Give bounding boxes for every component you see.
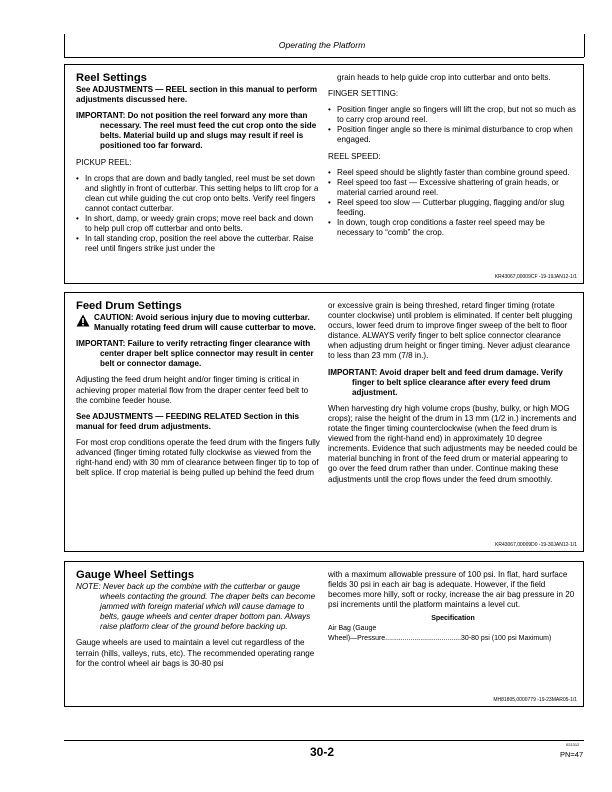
warning-icon — [76, 314, 90, 327]
feed-right-column — [328, 301, 578, 485]
list-item: • Reel speed too fast — Excessive shattering of grain heads, or material carried around reel. — [328, 178, 578, 198]
page-number: 30-2 — [309, 745, 335, 759]
reel-speed-list — [328, 168, 578, 239]
gauge-paragraph-2: with a maximum allowable pressure of 100 psi. In flat, hard surface fields 30 psi in each air bag is adequate. However, if the field becomes more hilly, soft or rocky, increase the air bag pressure in 20 psi increments until the platform maintains a level cut. — [328, 570, 575, 610]
feed-paragraph-1: Adjusting the feed drum height and/or finger timing is critical in achieving proper material flow from the draper center feed belt to the combine feeder house. — [76, 375, 309, 405]
feed-important-2: IMPORTANT: Avoid draper belt and feed drum damage. Verify finger to belt splice clearance after every feed drum adjustment. — [328, 367, 563, 397]
gauge-wheel-section — [64, 561, 584, 707]
list-item: • Position finger angle so there is minimal disturbance to crop when engaged. — [328, 125, 578, 145]
feed-drum-title: Feed Drum Settings — [76, 300, 182, 312]
list-item: • Reel speed too slow — Cutterbar plugging, flagging and/or slug feeding. — [328, 198, 578, 218]
finger-setting-heading: FINGER SETTING: — [328, 89, 399, 99]
gauge-note: NOTE: Never back up the combine with the cutterbar or gauge wheels contacting the ground. The draper belts can become jammed with foreign material which will cause damage to belts, gauge wheels and center draper bottom pan. Always raise platform clear of the ground before backing up. — [76, 582, 316, 632]
feed-left-column — [76, 300, 320, 478]
reel-right-column — [328, 73, 578, 238]
list-item: • In short, damp, or weedy grain crops; move reel back and down to help pull crop off cutterbar and onto belts. — [76, 214, 320, 234]
running-header: Operating the Platform — [278, 40, 366, 50]
finger-setting-list — [328, 105, 578, 145]
specification-heading: Specification — [431, 615, 475, 623]
header-right-rule — [584, 34, 585, 57]
feed-important-1: IMPORTANT: Failure to verify retracting finger clearance with center draper belt splice connector may result in center belt or connector damage. — [76, 339, 314, 369]
reel-left-column — [76, 72, 320, 254]
reel-important: IMPORTANT: Do not position the reel forward any more than necessary. The reel must feed the cut crop onto the side belts. Material build up and slugs may result if reel is positioned too far forward. — [76, 111, 317, 151]
list-item: • Reel speed should be slightly faster than combine ground speed. — [328, 168, 578, 178]
gauge-wheel-title: Gauge Wheel Settings — [76, 569, 195, 581]
feed-paragraph-4: When harvesting dry high volume crops (bushy, bulky, or high MOG crops); raise the height of the drum in 13 mm (1/2 in.) increments and rotate the finger timing counterclockwise (when the feed drum is viewed from the right-hand end) in approximately 10 degree increments. Evidence that such adjustments may be needed could be material bunching in front of the feed drum or material appearing to go over the feed drum rather than under. Continue making these adjustments until the crop flows under the feed drum smoothly. — [328, 403, 578, 484]
gauge-left-column — [76, 569, 320, 669]
list-item: • In tall standing crop, position the reel above the cutterbar. Raise reel until fingers strike just under the — [76, 234, 320, 254]
feed-see-note: See ADJUSTMENTS — FEEDING RELATED Section in this manual for feed drum adjustments. — [76, 411, 300, 431]
footer-tiny-code: 021312 — [566, 742, 580, 747]
feed-paragraph-2: For most crop conditions operate the feed drum with the fingers fully advanced (finger timing rotated fully clockwise as viewed from the right-hand end) with 30 mm of clearance between finger tip to top of belt splice. If crop material is being pulled up behind the feed drum — [76, 437, 320, 478]
caution-text: CAUTION: Avoid serious injury due to moving cutterbar. Manually rotating feed drum will cause cutterbar to move. — [94, 313, 316, 333]
reel-speed-heading: REEL SPEED: — [328, 151, 381, 161]
reel-see-note: See ADJUSTMENTS — REEL section in this manual to perform adjustments discussed here. — [76, 85, 318, 105]
gauge-reference-code: MH81805,0000779 -19-23MAR05-1/1 — [493, 697, 577, 703]
list-item: • In crops that are down and badly tangled, reel must be set down and slightly in front of cutterbar. This setting helps to lift crop for a clean cut while guiding the cut crop onto belts. Verify reel fingers cannot contact cutterbar. — [76, 174, 320, 214]
feed-paragraph-3: or excessive grain is being threshed, retard finger timing (rotate counter clockwise) until problem is eliminated. If center belt plugging occurs, lower feed drum to improve finger sweep of the belt to floor distance. ALWAYS verify finger to belt splice connector clearance when adjusting drum height or finger timing. Never adjust clearance to less than 23 mm (7/8 in.). — [328, 301, 573, 361]
header-bottom-rule — [64, 57, 584, 58]
gauge-right-column — [328, 570, 578, 644]
reel-reference-code: KR43067,00009CF -19-19JAN12-1/1 — [494, 274, 577, 280]
pickup-reel-heading: PICKUP REEL: — [76, 157, 132, 167]
caution-block — [76, 313, 320, 333]
list-item: • Position finger angle so fingers will lift the crop, but not so much as to carry crop around reel. — [328, 105, 578, 125]
pickup-reel-list — [76, 174, 320, 255]
reel-title: Reel Settings — [76, 72, 147, 84]
feed-drum-section — [64, 292, 584, 552]
reel-settings-section — [64, 64, 584, 284]
gauge-paragraph-1: Gauge wheels are used to maintain a level cut regardless of the terrain (hills, valleys, ruts, etc). The recommended operating range for the control wheel air bags is 30-80 psi — [76, 638, 315, 668]
footer-rule — [64, 740, 584, 741]
feed-reference-code: KR43067,00009D0 -19-30JAN12-1/1 — [495, 542, 577, 548]
spec-line-2: Wheel)—Pressure.......................................30-80 psi (100 psi Maximum) — [328, 635, 552, 643]
spec-line-1: Air Bag (Gauge — [328, 625, 377, 633]
list-item: • In down, tough crop conditions a faster reel speed may be necessary to “comb” the crop. — [328, 218, 578, 238]
pn-number: PN=47 — [560, 750, 584, 759]
pickup-continued: grain heads to help guide crop into cutterbar and onto belts. — [337, 73, 551, 82]
